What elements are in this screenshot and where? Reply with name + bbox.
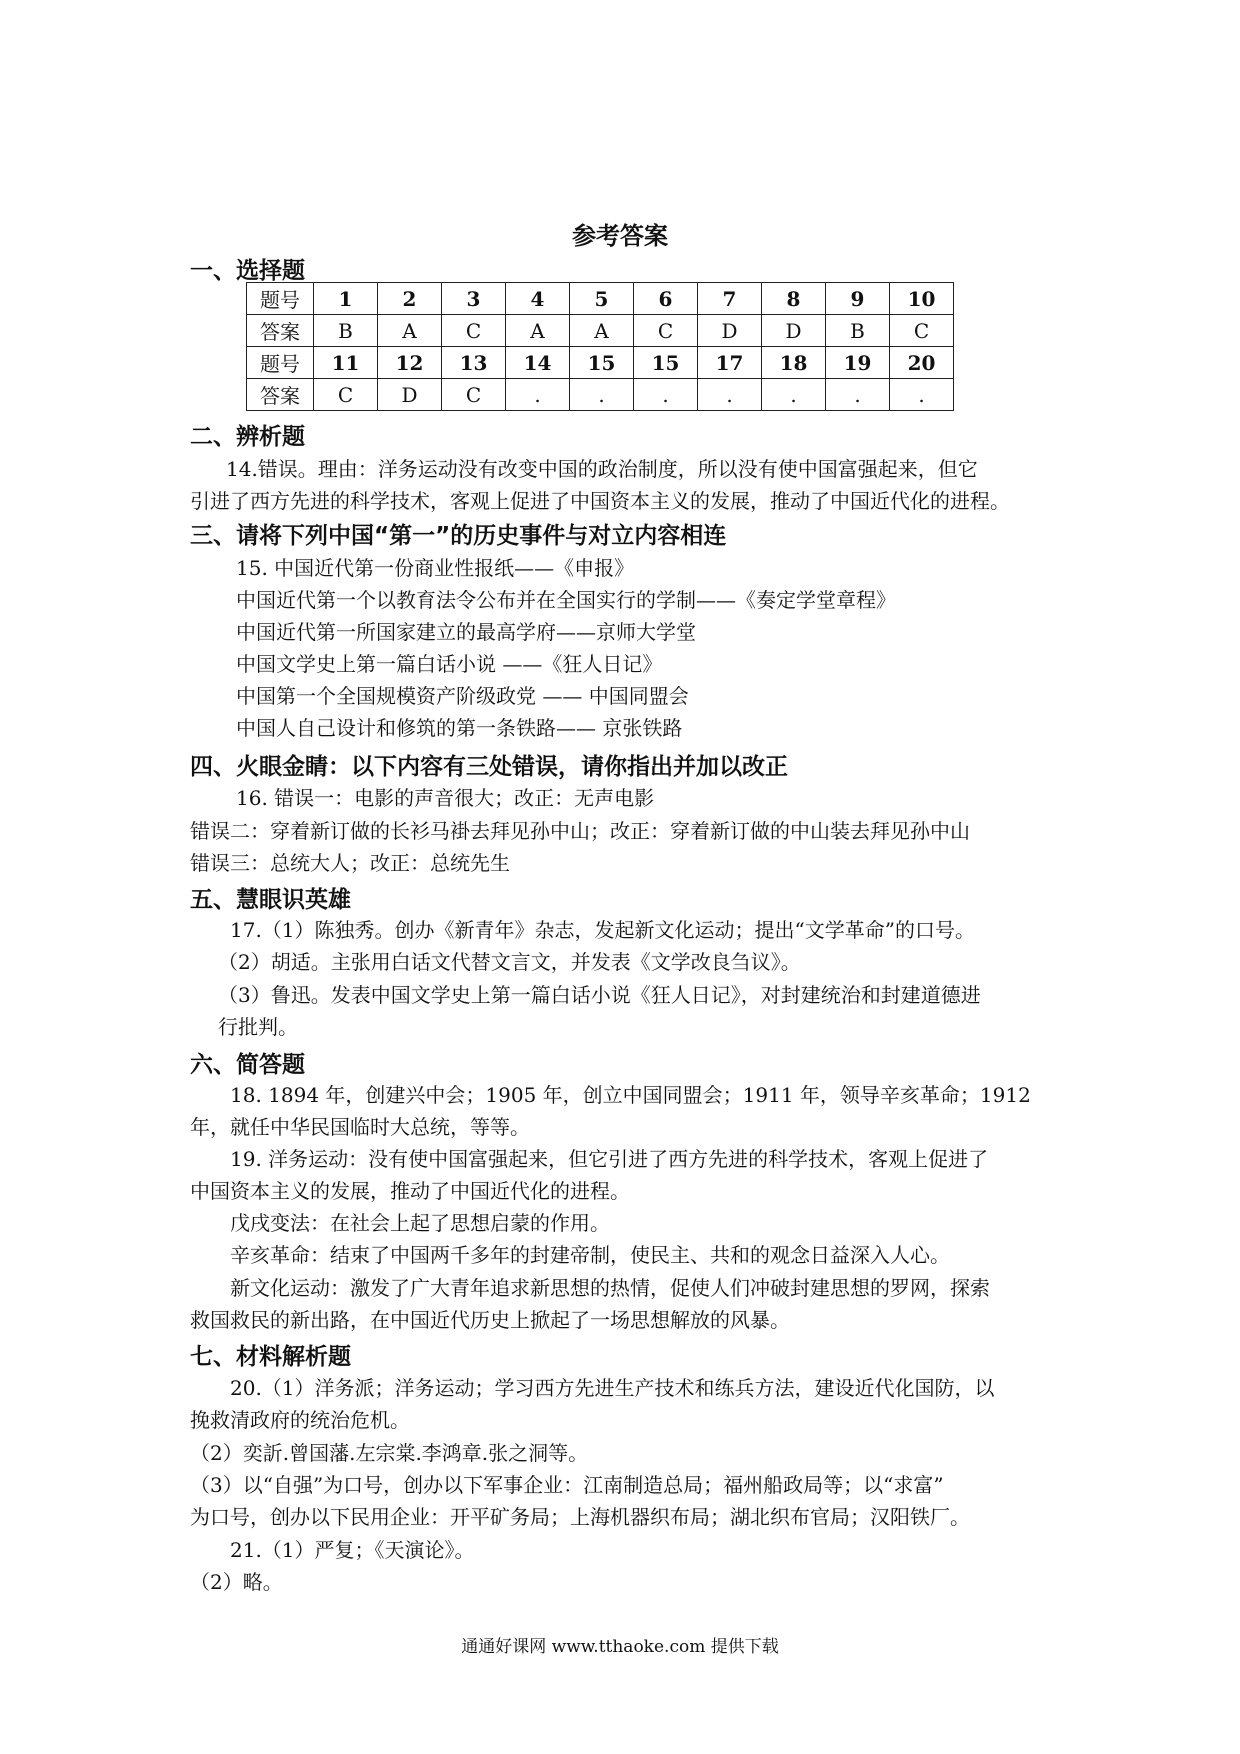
section-heading-errors: 四、火眼金睛：以下内容有三处错误，请你指出并加以改正 (190, 754, 788, 780)
table-cell: 14 (506, 347, 570, 379)
table-cell: B (314, 315, 378, 347)
footer-credit: 通通好课网 www.tthaoke.com 提供下载 (461, 1637, 779, 1657)
table-cell: C (634, 315, 698, 347)
row-label: 答案 (247, 379, 314, 411)
answer-line: （3）以“自强”为口号，创办以下军事企业：江南制造总局；福州船政局等；以“求富” (190, 1473, 944, 1497)
answer-line: 21.（1）严复；《天演论》。 (230, 1538, 475, 1562)
table-cell: 13 (442, 347, 506, 379)
answer-line: 16. 错误一：电影的声音很大；改正：无声电影 (236, 786, 655, 810)
answer-line: 救国救民的新出路，在中国近代历史上掀起了一场思想解放的风暴。 (190, 1308, 790, 1332)
answer-line: 14.错误。理由：洋务运动没有改变中国的政治制度，所以没有使中国富强起来，但它 (226, 457, 978, 481)
answer-line: 中国近代第一所国家建立的最高学府——京师大学堂 (236, 620, 696, 644)
table-cell: 2 (378, 283, 442, 315)
table-cell: . (506, 379, 570, 411)
answer-line: 行批判。 (218, 1015, 298, 1039)
table-cell: D (762, 315, 826, 347)
table-cell: . (698, 379, 762, 411)
section-heading-choice: 一、选择题 (190, 258, 305, 284)
table-row-answers-2 (247, 379, 954, 411)
answer-line: 15. 中国近代第一份商业性报纸——《申报》 (236, 556, 635, 580)
answer-line: 17.（1）陈独秀。创办《新青年》杂志，发起新文化运动；提出“文学革命”的口号。 (230, 918, 975, 942)
section-heading-analysis: 二、辨析题 (190, 424, 305, 450)
table-cell: 20 (890, 347, 954, 379)
table-cell: 4 (506, 283, 570, 315)
table-cell: 17 (698, 347, 762, 379)
answer-line: 辛亥革命：结束了中国两千多年的封建帝制，使民主、共和的观念日益深入人心。 (230, 1243, 950, 1267)
table-cell: 15 (634, 347, 698, 379)
section-heading-matching: 三、请将下列中国“第一”的历史事件与对立内容相连 (190, 523, 727, 549)
table-cell: 8 (762, 283, 826, 315)
answer-line: 18. 1894 年，创建兴中会；1905 年，创立中国同盟会；1911 年，领导辛亥革命；1912 (230, 1083, 1031, 1107)
answer-line: 20.（1）洋务派；洋务运动；学习西方先进生产技术和练兵方法，建设近代化国防，以 (230, 1376, 995, 1400)
answer-line: 中国近代第一个以教育法令公布并在全国实行的学制——《奏定学堂章程》 (236, 588, 896, 612)
table-cell: 10 (890, 283, 954, 315)
table-cell: C (314, 379, 378, 411)
table-cell: 11 (314, 347, 378, 379)
table-cell: 9 (826, 283, 890, 315)
answer-line: 中国第一个全国规模资产阶级政党 —— 中国同盟会 (236, 684, 689, 708)
table-cell: C (442, 379, 506, 411)
answer-line: 错误二：穿着新订做的长衫马褂去拜见孙中山；改正：穿着新订做的中山装去拜见孙中山 (190, 819, 970, 843)
table-cell: . (826, 379, 890, 411)
answer-line: 中国资本主义的发展，推动了中国近代化的进程。 (190, 1179, 630, 1203)
section-heading-heroes: 五、慧眼识英雄 (190, 887, 351, 913)
table-cell: D (378, 379, 442, 411)
answer-line: 戊戌变法：在社会上起了思想启蒙的作用。 (230, 1211, 610, 1235)
table-cell: . (634, 379, 698, 411)
table-cell: 1 (314, 283, 378, 315)
answer-line: 中国文学史上第一篇白话小说 ——《狂人日记》 (236, 652, 663, 676)
table-cell: 7 (698, 283, 762, 315)
table-cell: 5 (570, 283, 634, 315)
answer-line: （2）胡适。主张用白话文代替文言文，并发表《文学改良刍议》。 (218, 950, 801, 974)
table-cell: 3 (442, 283, 506, 315)
answer-line: （2）奕訢.曾国藩.左宗棠.李鸿章.张之洞等。 (190, 1441, 589, 1465)
table-cell: 6 (634, 283, 698, 315)
answer-line: 年，就任中华民国临时大总统，等等。 (190, 1115, 530, 1139)
table-cell: . (570, 379, 634, 411)
answer-table (246, 282, 954, 411)
row-label: 题号 (247, 283, 314, 315)
answer-line: （3）鲁迅。发表中国文学史上第一篇白话小说《狂人日记》，对封建统治和封建道德进 (218, 983, 981, 1007)
answer-line: 19. 洋务运动：没有使中国富强起来，但它引进了西方先进的科学技术，客观上促进了 (230, 1147, 989, 1171)
table-cell: A (570, 315, 634, 347)
table-cell: 15 (570, 347, 634, 379)
answer-line: 为口号，创办以下民用企业：开平矿务局；上海机器织布局；湖北织布官局；汉阳铁厂。 (190, 1505, 970, 1529)
row-label: 题号 (247, 347, 314, 379)
table-cell: D (698, 315, 762, 347)
answer-line: 引进了西方先进的科学技术，客观上促进了中国资本主义的发展，推动了中国近代化的进程。 (190, 489, 1010, 513)
answer-line: 挽救清政府的统治危机。 (190, 1408, 410, 1432)
row-label: 答案 (247, 315, 314, 347)
table-cell: C (890, 315, 954, 347)
table-row-numbers-2 (247, 347, 954, 379)
table-cell: 19 (826, 347, 890, 379)
table-cell: 12 (378, 347, 442, 379)
table-cell: . (762, 379, 826, 411)
section-heading-short-answer: 六、简答题 (190, 1052, 305, 1078)
section-heading-material: 七、材料解析题 (190, 1344, 351, 1370)
table-row-numbers-1 (247, 283, 954, 315)
answer-line: 新文化运动：激发了广大青年追求新思想的热情，促使人们冲破封建思想的罗网，探索 (230, 1276, 990, 1300)
table-cell: C (442, 315, 506, 347)
table-cell: B (826, 315, 890, 347)
answer-line: （2）略。 (190, 1570, 283, 1594)
table-cell: 18 (762, 347, 826, 379)
table-cell: A (378, 315, 442, 347)
answer-line: 中国人自己设计和修筑的第一条铁路—— 京张铁路 (236, 716, 683, 740)
answer-line: 错误三：总统大人；改正：总统先生 (190, 851, 510, 875)
table-cell: A (506, 315, 570, 347)
page-title: 参考答案 (572, 221, 668, 250)
table-row-answers-1 (247, 315, 954, 347)
table-cell: . (890, 379, 954, 411)
